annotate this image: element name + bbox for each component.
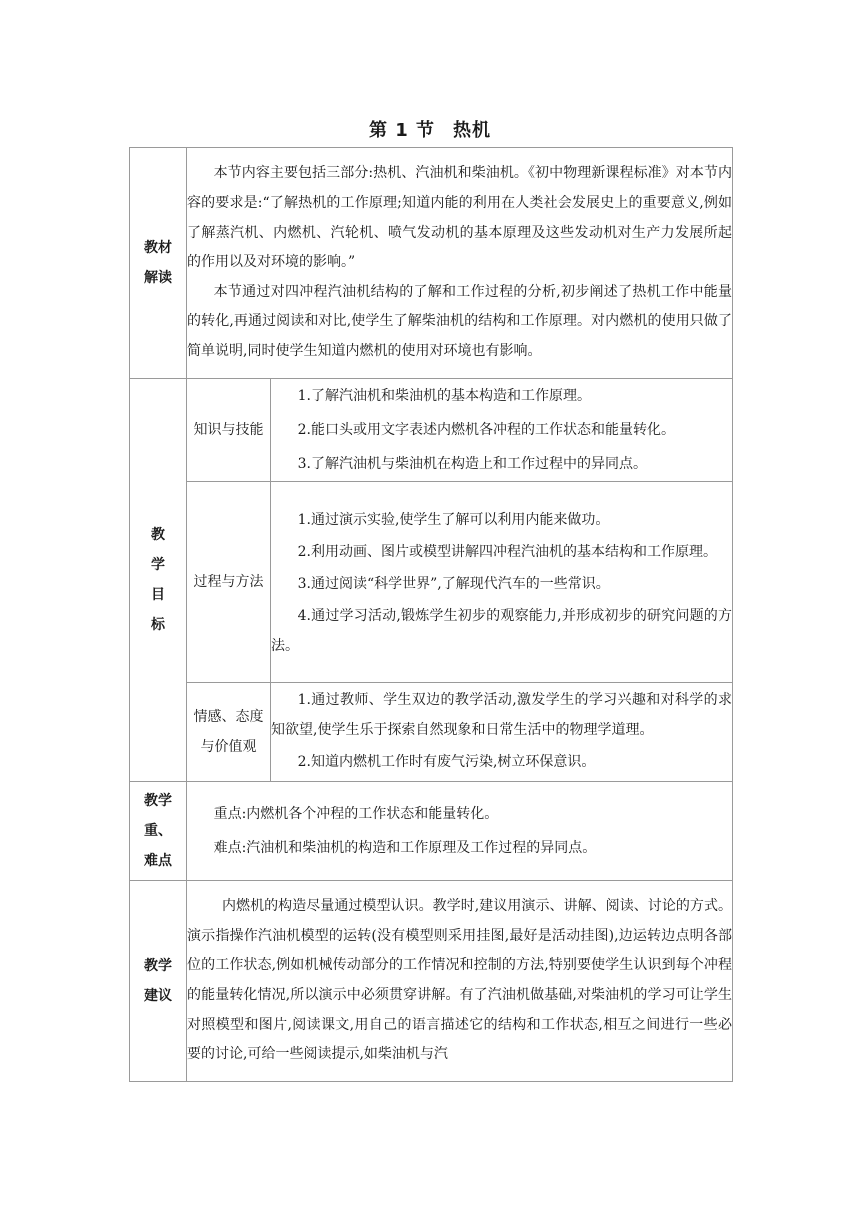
- label-line: 建议: [144, 988, 172, 1004]
- key-points-label: [130, 782, 187, 881]
- goal-item: 2.知道内燃机工作时有废气污染,树立环保意识。: [297, 754, 596, 770]
- goal-row-knowledge: [130, 379, 733, 482]
- reading-paragraph: 本节内容主要包括三部分:热机、汽油机和柴油机。《初中物理新课程标准》对本节内容的要求是:“了解热机的工作原理;知道内能的利用在人类社会发展史上的重要意义,例如了解蒸汽机、内燃机、汽轮机、喷气发动机的基本原理及这些发动机对生产力发展所起的作用以及对环境的影响。”: [187, 165, 733, 271]
- goal-row-process: [130, 482, 733, 683]
- goal-category-process: 过程与方法: [187, 482, 271, 683]
- goal-item: 2.利用动画、图片或模型讲解四冲程汽油机的基本结构和工作原理。: [297, 544, 717, 560]
- suggestions-paragraph: 内燃机的构造尽量通过模型认识。教学时,建议用演示、讲解、阅读、讨论的方式。演示指操作汽油机模型的运转(没有模型则采用挂图,最好是活动挂图),边运转边点明各部位的工作状态,例如机械传动部分的工作情况和控制的方法,特别要使学生认识到每个冲程的能量转化情况,所以演示中必须贯穿讲解。有了汽油机做基础,对柴油机的学习可让学生对照模型和图片,阅读课文,用自己的语言描述它的结构和工作状态,相互之间进行一些必要的讨论,可给一些阅读提示,如柴油机与汽: [187, 898, 733, 1063]
- goal-category-attitude: [187, 683, 271, 782]
- suggestions-row: [130, 881, 733, 1082]
- goal-item: 1.通过演示实验,使学生了解可以利用内能来做功。: [297, 512, 610, 528]
- goal-item: 2.能口头或用文字表述内燃机各冲程的工作状态和能量转化。: [297, 422, 675, 438]
- label-line: 教材: [144, 240, 172, 256]
- label-line: 学: [151, 557, 165, 573]
- key-points-content: [187, 782, 733, 881]
- section-name: 热机: [453, 120, 492, 141]
- textbook-reading-row: [130, 148, 733, 379]
- label-line: 教学: [144, 793, 172, 809]
- key-point-item: 重点:内燃机各个冲程的工作状态和能量转化。: [213, 806, 499, 822]
- label-line: 难点: [144, 853, 172, 869]
- goal-items-knowledge: [271, 379, 733, 482]
- textbook-reading-content: [187, 148, 733, 379]
- goal-item: 1.了解汽油机和柴油机的基本构造和工作原理。: [297, 388, 591, 404]
- reading-paragraph: 本节通过对四冲程汽油机结构的了解和工作过程的分析,初步阐述了热机工作中能量的转化,再通过阅读和对比,使学生了解柴油机的结构和工作原理。对内燃机的使用只做了简单说明,同时使学生知道内燃机的使用对环境也有影响。: [187, 283, 733, 359]
- goal-row-attitude: [130, 683, 733, 782]
- goal-items-attitude: [271, 683, 733, 782]
- goal-item: 4.通过学习活动,锻炼学生初步的观察能力,并形成初步的研究问题的方法。: [271, 608, 733, 654]
- goal-category-knowledge: 知识与技能: [187, 379, 271, 482]
- goal-item: 3.了解汽油机与柴油机在构造上和工作过程中的异同点。: [297, 456, 647, 472]
- label-line: 重、: [144, 823, 172, 839]
- lesson-plan-table: [129, 147, 733, 1082]
- goal-items-process: [271, 482, 733, 683]
- key-points-row: [130, 782, 733, 881]
- label-line: 教学: [144, 958, 172, 974]
- textbook-reading-label: [130, 148, 187, 379]
- goal-item: 3.通过阅读“科学世界”,了解现代汽车的一些常识。: [297, 576, 610, 592]
- suggestions-label: [130, 881, 187, 1082]
- section-number: 第 1 节: [368, 120, 436, 141]
- category-text: 情感、态度与价值观: [193, 709, 264, 755]
- label-line: 标: [151, 617, 165, 633]
- teaching-goals-label: [130, 379, 187, 782]
- page-title: [0, 116, 860, 142]
- suggestions-content: [187, 881, 733, 1082]
- goal-item: 1.通过教师、学生双边的教学活动,激发学生的学习兴趣和对科学的求知欲望,使学生乐于探索自然现象和日常生活中的物理学道理。: [271, 692, 733, 738]
- label-line: 教: [151, 527, 165, 543]
- label-line: 目: [151, 587, 165, 603]
- label-line: 解读: [144, 270, 172, 286]
- key-point-item: 难点:汽油机和柴油机的构造和工作原理及工作过程的异同点。: [213, 840, 597, 856]
